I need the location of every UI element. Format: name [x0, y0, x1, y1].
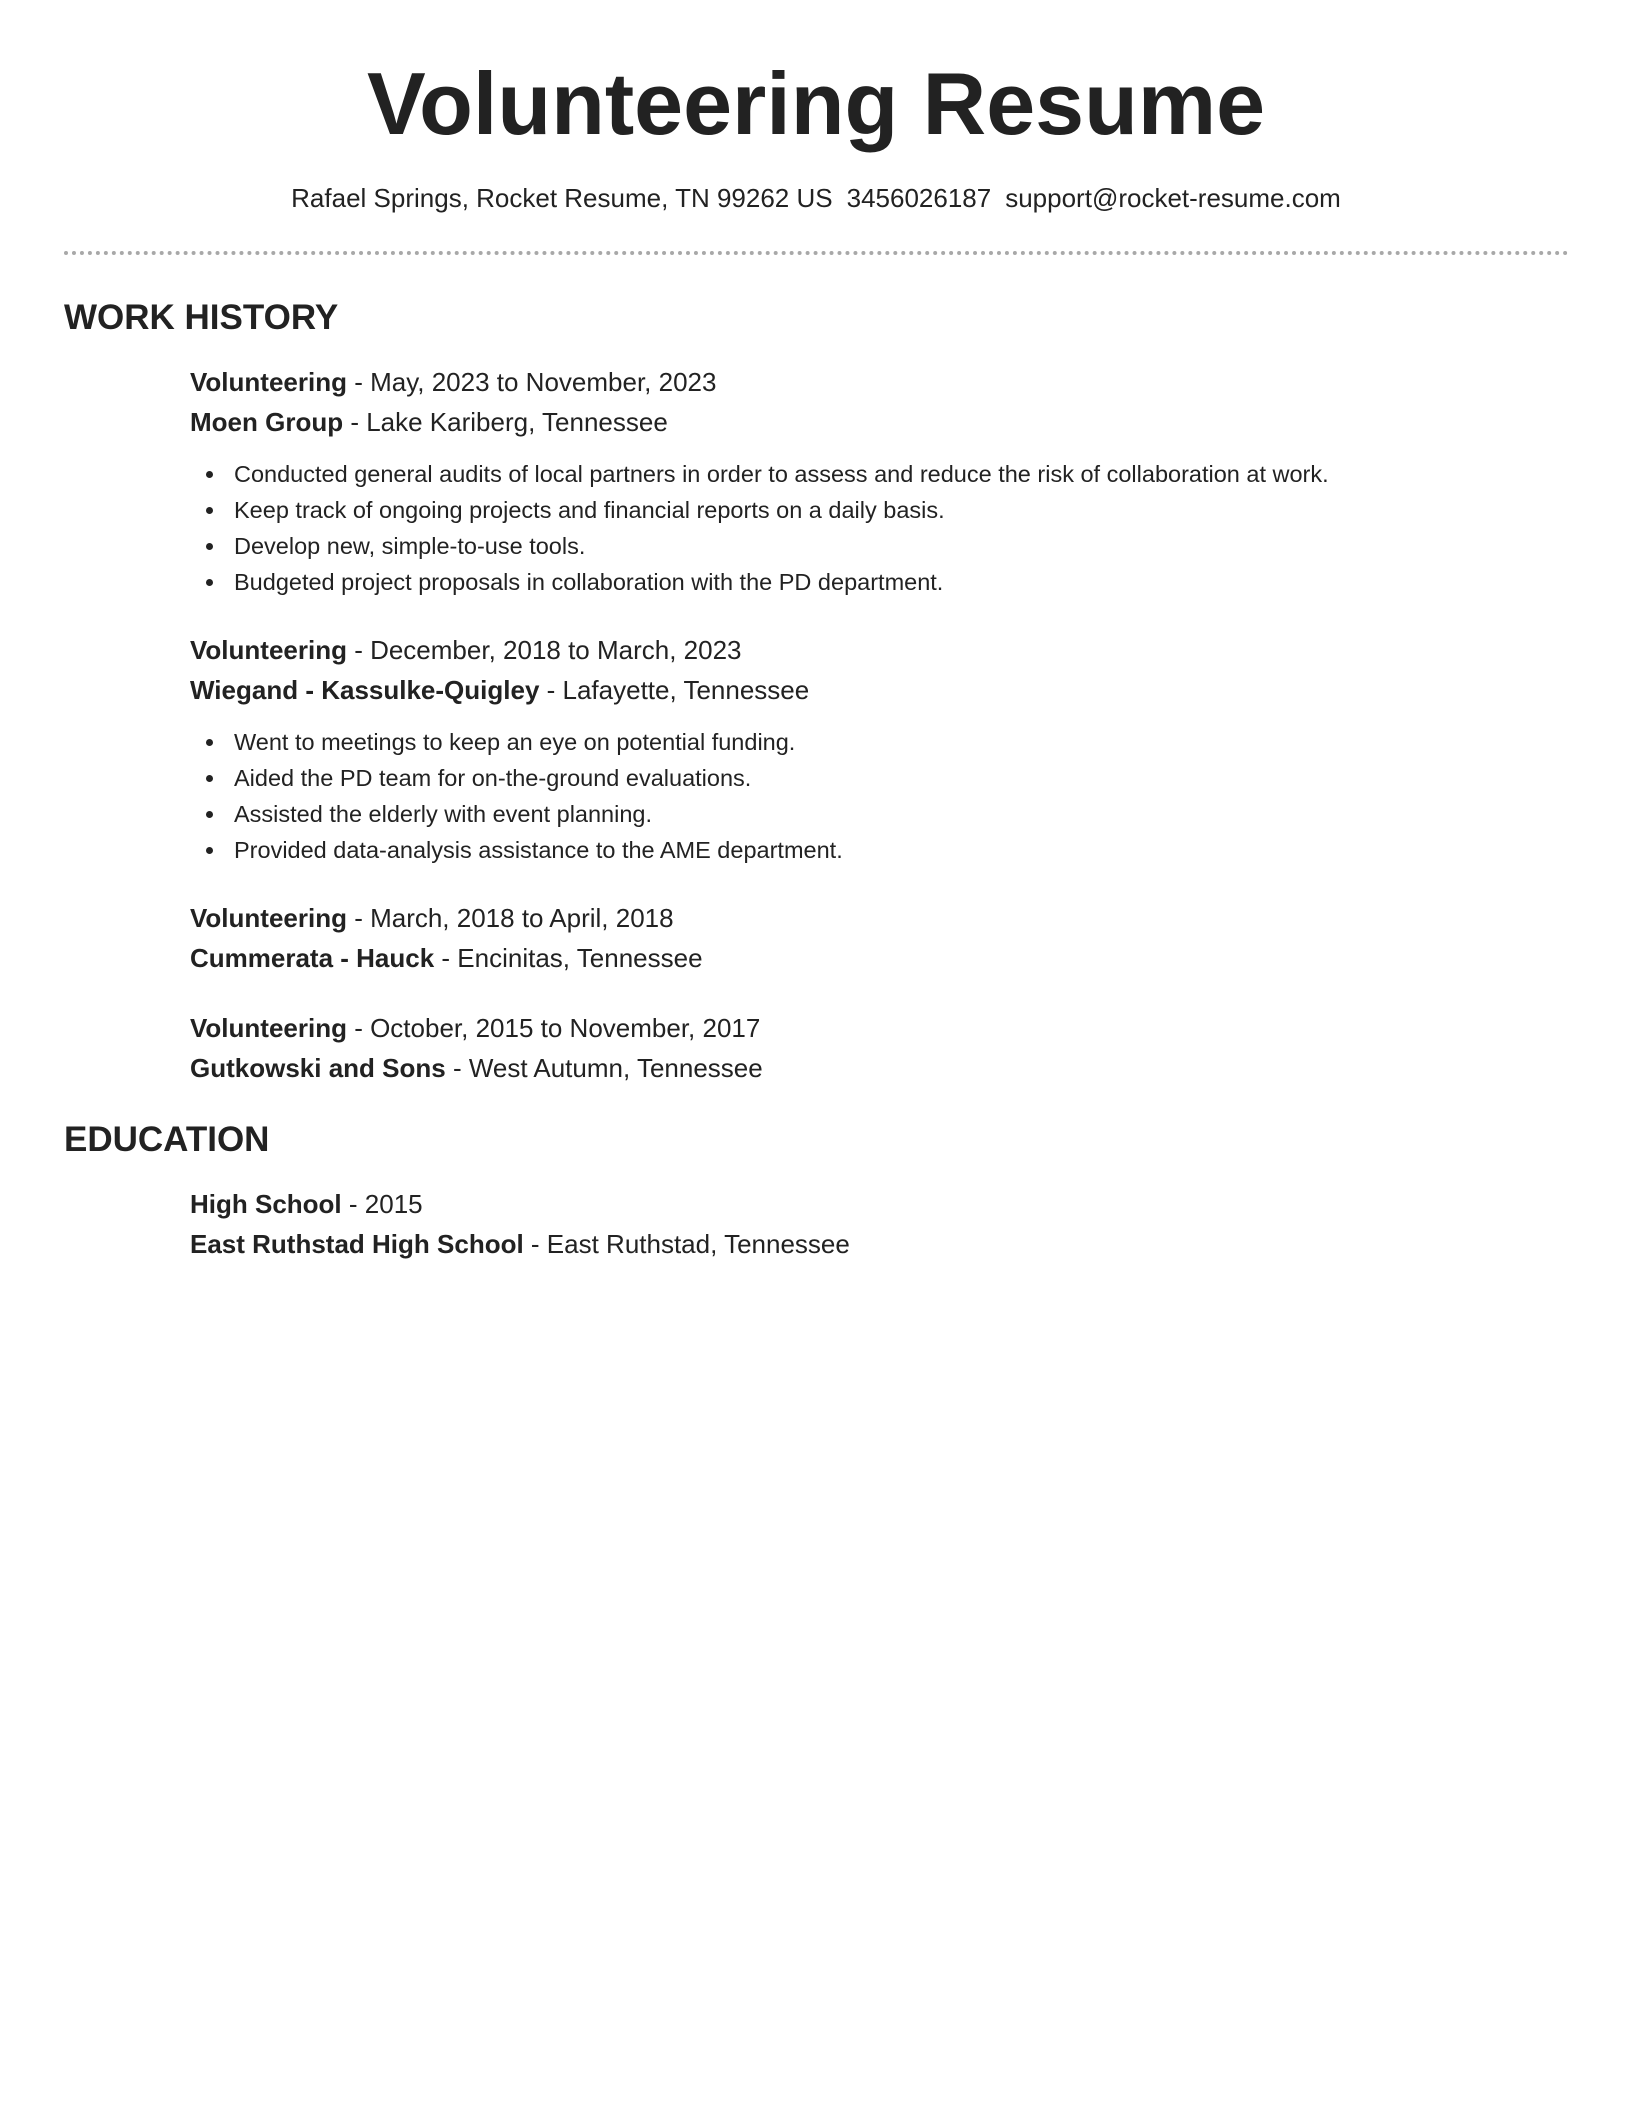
- job-title: Volunteering: [190, 635, 347, 665]
- duty-text: Conducted general audits of local partners in order to assess and reduce the risk of collaboration at work.: [234, 461, 1329, 487]
- degree-line: [190, 1184, 1560, 1224]
- contact-line: [0, 180, 1632, 216]
- header-divider: [64, 251, 1569, 255]
- job-company-line: [190, 402, 1560, 442]
- bullet-dot-icon: [206, 775, 213, 782]
- duty-item: [190, 724, 1560, 760]
- degree-year: - 2015: [341, 1189, 423, 1219]
- duty-item: [190, 492, 1560, 528]
- duty-text: Went to meetings to keep an eye on potential funding.: [234, 729, 796, 755]
- education-entry: [190, 1184, 1560, 1264]
- job-company-line: [190, 1048, 1560, 1088]
- job-company: Wiegand - Kassulke-Quigley: [190, 675, 540, 705]
- contact-phone: 3456026187: [846, 183, 992, 213]
- duty-item: [190, 760, 1560, 796]
- work-history-heading: WORK HISTORY: [64, 298, 339, 337]
- work-entry: [190, 630, 1560, 868]
- job-company: Gutkowski and Sons: [190, 1053, 446, 1083]
- bullet-dot-icon: [206, 543, 213, 550]
- job-company-line: [190, 938, 1560, 978]
- job-company: Cummerata - Hauck: [190, 943, 435, 973]
- duty-item: [190, 796, 1560, 832]
- duty-text: Aided the PD team for on-the-ground evaluations.: [234, 765, 752, 791]
- contact-address: Rafael Springs, Rocket Resume, TN 99262 US: [291, 183, 833, 213]
- job-duties-list: [190, 456, 1560, 600]
- school-line: [190, 1224, 1560, 1264]
- duty-item: [190, 564, 1560, 600]
- bullet-dot-icon: [206, 507, 213, 514]
- job-location: - Lake Kariberg, Tennessee: [343, 407, 668, 437]
- work-entry: [190, 898, 1560, 978]
- job-title: Volunteering: [190, 903, 347, 933]
- duty-text: Budgeted project proposals in collaboration with the PD department.: [234, 569, 944, 595]
- job-title-line: [190, 1008, 1560, 1048]
- work-entry: [190, 362, 1560, 600]
- duty-text: Develop new, simple-to-use tools.: [234, 533, 586, 559]
- bullet-dot-icon: [206, 471, 213, 478]
- education-heading: EDUCATION: [64, 1120, 270, 1159]
- resume-title: Volunteering Resume: [366, 54, 1266, 153]
- job-location: - Encinitas, Tennessee: [434, 943, 703, 973]
- school-name: East Ruthstad High School: [190, 1229, 524, 1259]
- duty-text: Keep track of ongoing projects and financial reports on a daily basis.: [234, 497, 945, 523]
- work-entry: [190, 1008, 1560, 1088]
- job-title-line: [190, 630, 1560, 670]
- contact-email: support@rocket-resume.com: [1005, 183, 1341, 213]
- duty-text: Provided data-analysis assistance to the AME department.: [234, 837, 843, 863]
- school-location: - East Ruthstad, Tennessee: [523, 1229, 850, 1259]
- job-title: Volunteering: [190, 367, 347, 397]
- bullet-dot-icon: [206, 739, 213, 746]
- job-dates: - December, 2018 to March, 2023: [346, 635, 742, 665]
- job-duties-list: [190, 724, 1560, 868]
- job-dates: - March, 2018 to April, 2018: [346, 903, 674, 933]
- duty-text: Assisted the elderly with event planning.: [234, 801, 653, 827]
- job-title-line: [190, 898, 1560, 938]
- job-dates: - October, 2015 to November, 2017: [346, 1013, 761, 1043]
- job-dates: - May, 2023 to November, 2023: [346, 367, 717, 397]
- job-title: Volunteering: [190, 1013, 347, 1043]
- job-title-line: [190, 362, 1560, 402]
- bullet-dot-icon: [206, 811, 213, 818]
- degree: High School: [190, 1189, 342, 1219]
- duty-item: [190, 528, 1560, 564]
- duty-item: [190, 832, 1560, 868]
- job-location: - West Autumn, Tennessee: [445, 1053, 763, 1083]
- job-location: - Lafayette, Tennessee: [539, 675, 810, 705]
- duty-item: [190, 456, 1560, 492]
- bullet-dot-icon: [206, 579, 213, 586]
- job-company: Moen Group: [190, 407, 344, 437]
- bullet-dot-icon: [206, 847, 213, 854]
- job-company-line: [190, 670, 1560, 710]
